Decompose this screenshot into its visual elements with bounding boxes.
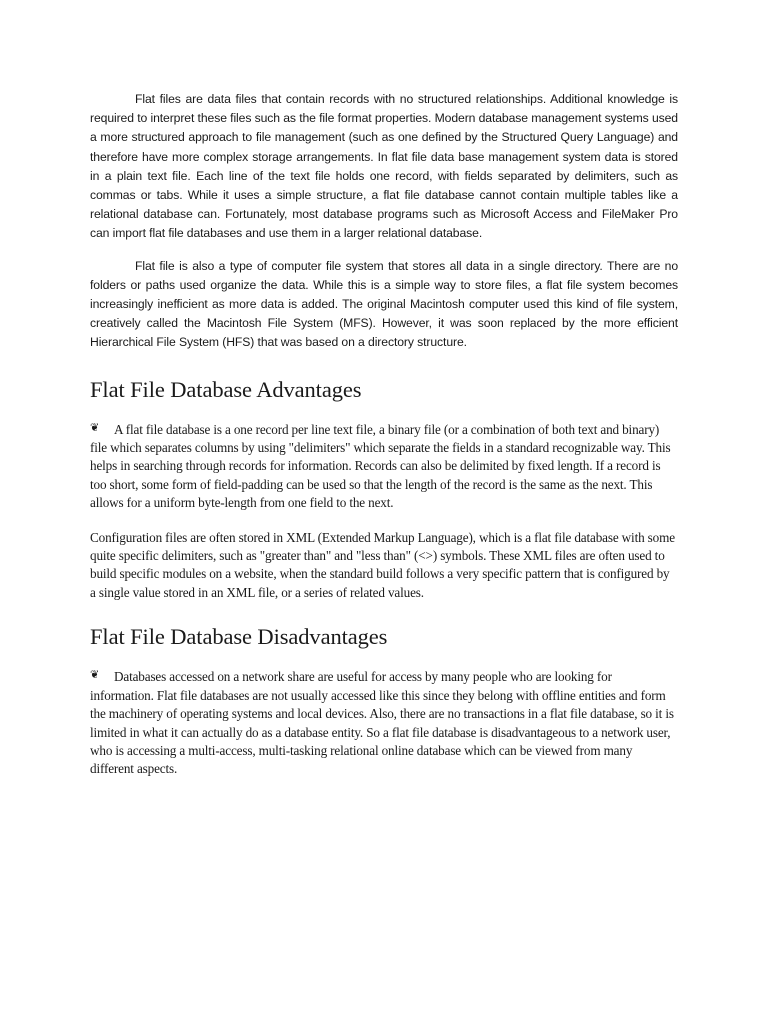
advantages-bullet-item xyxy=(90,421,678,513)
advantages-heading: Flat File Database Advantages xyxy=(90,376,362,402)
advantages-bullet-text: A flat file database is a one record per line text file, a binary file (or a combination of both text and binary) file which separates columns by using "delimiters" which separate the fields in a standard recognizable way. This helps in searching through records for information. Records can also be delimited by fixed length. If a record is too short, some form of field-padding can be used so that the length of the record is the same as the next. This allows for a uniform byte-length from one field to the next. xyxy=(90,421,671,511)
bullet-glyph-icon: ❦ xyxy=(90,421,100,434)
intro-paragraph-1: Flat files are data files that contain records with no structured relationships. Additional knowledge is required to interpret these files such as the file format properties. Modern database management systems used a more structured approach to file management (such as one defined by the Structured Query Language) and therefore have more complex storage arrangements. In flat file data base management system data is stored in a plain text file. Each line of the text file holds one record, with fields separated by delimiters, such as commas or tabs. While it uses a simple structure, a flat file database cannot contain multiple tables like a relational database can. Fortunately, most database programs such as Microsoft Access and FileMaker Pro can import flat file databases and use them in a larger relational database. xyxy=(90,92,678,241)
disadvantages-bullet-text: Databases accessed on a network share are useful for access by many people who are looking for information. Flat file databases are not usually accessed like this since they belong with offline entities and form the machinery of operating systems and local devices. Also, there are no transactions in a flat file database, so it is limited in what it can actually do as a database entity. So a flat file database is disadvantageous to a network user, who is accessing a multi-access, multi-tasking relational online database which can be viewed from many different aspects. xyxy=(90,669,674,777)
disadvantages-heading: Flat File Database Disadvantages xyxy=(90,624,388,650)
advantages-paragraph: Configuration files are often stored in XML (Extended Markup Language), which is a flat file database with some quite specific delimiters, such as "greater than" and "less than" (<>) symbols. These XML files are often used to build specific modules on a website, when the standard build follows a very specific pattern that is configured by a single value stored in an XML file, or a series of related values. xyxy=(90,529,675,600)
bullet-glyph-icon: ❦ xyxy=(90,669,100,682)
document-page xyxy=(90,90,678,779)
disadvantages-bullet-item xyxy=(90,668,678,778)
intro-paragraph-2: Flat file is also a type of computer file system that stores all data in a single directory. There are no folders or paths used organize the data. While this is a simple way to store files, a flat file system becomes increasingly inefficient as more data is added. The original Macintosh computer used this kind of file system, creatively called the Macintosh File System (MFS). However, it was soon replaced by the more efficient Hierarchical File System (HFS) that was based on a directory structure. xyxy=(90,258,678,350)
